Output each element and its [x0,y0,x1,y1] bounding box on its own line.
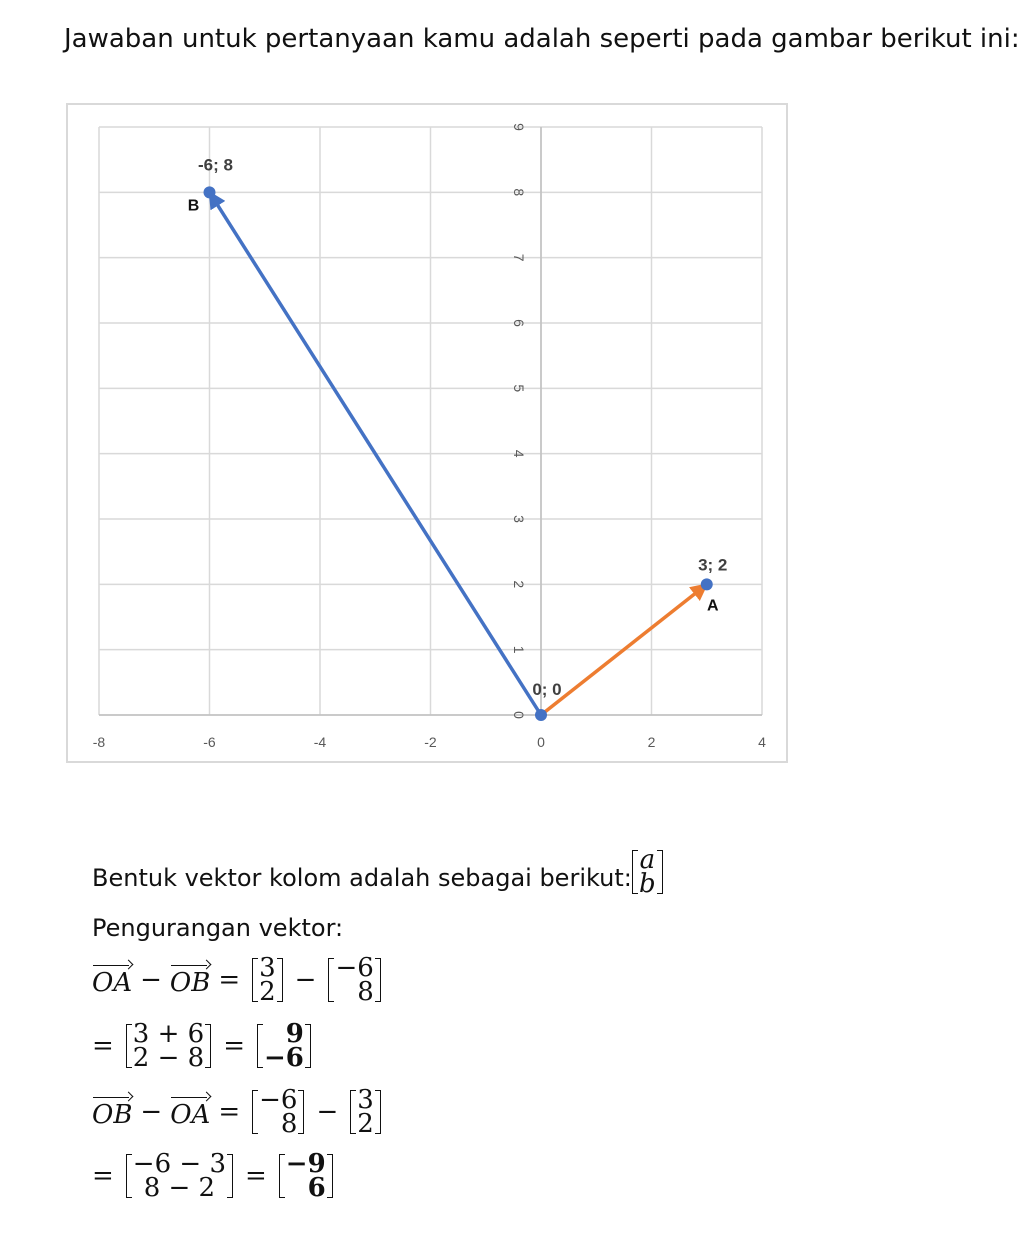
equals-sign: = [218,1097,241,1127]
x-tick-label: 2 [647,734,656,750]
chart-svg [68,105,786,761]
x-tick-label: -6 [203,734,216,750]
minus-sign: − [316,1097,339,1127]
vector-ob: OB [170,962,210,998]
data-point [204,186,216,198]
minus-sign: − [140,965,162,995]
matrix-difference [126,1149,233,1203]
matrix-oa [252,953,283,1007]
tick-labels [93,123,766,750]
matrix-cell: −6 − 3 [132,1149,226,1179]
matrix-cell: 9 [285,1019,304,1049]
point-coordinate-label: 3; 2 [698,555,728,575]
equals-sign: = [92,1031,114,1061]
matrix-cell: −6 [264,1043,304,1073]
minus-sign: − [140,1097,163,1127]
grid-lines [99,127,762,715]
matrix-result [257,1019,311,1073]
page-heading: Jawaban untuk pertanyaan kamu adalah seperti pada gambar berikut ini: [64,24,1020,54]
column-vector-line [92,864,632,892]
data-point [701,578,713,590]
matrix-cell: 2 − 8 [132,1043,205,1073]
matrix-cell: 6 [307,1173,326,1203]
matrix-oa [350,1085,381,1139]
y-tick-label: 9 [511,123,527,131]
matrix-ob [328,953,380,1007]
matrix-cell: 3 [259,953,276,983]
equation-oa-minus-ob-result [92,1019,315,1073]
matrix-ob [252,1085,304,1139]
x-tick-label: -4 [313,734,327,750]
equals-sign: = [244,1161,267,1191]
data-point [535,709,547,721]
equals-sign: = [223,1031,245,1061]
matrix-cell: −6 [335,953,374,983]
y-tick-label: 3 [511,515,527,523]
vector-oa: OA [170,1094,210,1130]
point-coordinate-label: 0; 0 [532,680,562,699]
matrix-cell: −9 [285,1149,326,1179]
matrix-b: b [639,869,656,899]
y-tick-label: 4 [511,449,527,458]
point-name-label: A [706,597,719,615]
vector-chart [66,103,788,763]
vector-oa: OA [92,962,132,998]
column-vector-text: Bentuk vektor kolom adalah sebagai berikut: [92,864,632,892]
x-tick-label: 4 [758,734,766,750]
y-tick-label: 8 [511,188,527,197]
matrix-cell: 2 [357,1109,374,1139]
equals-sign: = [92,1161,114,1191]
equation-ob-minus-oa-result [92,1149,337,1203]
y-tick-label: 5 [511,384,527,393]
matrix-cell: 3 + 6 [132,1019,205,1049]
matrix-cell: 2 [259,977,276,1007]
matrix-cell: 8 [357,977,374,1007]
matrix-cell: 8 [280,1109,298,1139]
y-tick-label: 7 [511,253,527,262]
point-coordinate-label: -6; 8 [198,155,233,175]
equation-ob-minus-oa [92,1085,385,1139]
y-tick-label: 0 [511,711,527,719]
point-name-label: B [187,197,200,215]
matrix-result [279,1149,333,1203]
subtraction-heading: Pengurangan vektor: [92,914,344,942]
x-tick-label: -2 [424,734,437,750]
y-tick-label: 6 [511,319,527,327]
equation-oa-minus-ob [92,953,385,1007]
y-tick-label: 1 [511,645,527,654]
matrix-cell: 8 − 2 [143,1173,216,1203]
column-vector-form [628,845,667,899]
matrix-a: a [639,845,656,875]
vector-ob: OB [92,1094,132,1130]
matrix-cell: 3 [357,1085,374,1115]
equals-sign: = [218,965,241,995]
minus-sign: − [294,965,317,995]
column-vector-matrix [632,845,663,899]
points [188,155,728,721]
y-tick-label: 2 [511,580,527,589]
matrix-sum [126,1019,211,1073]
x-tick-label: 0 [537,734,545,750]
matrix-cell: −6 [259,1085,298,1115]
x-tick-label: -8 [92,734,106,750]
